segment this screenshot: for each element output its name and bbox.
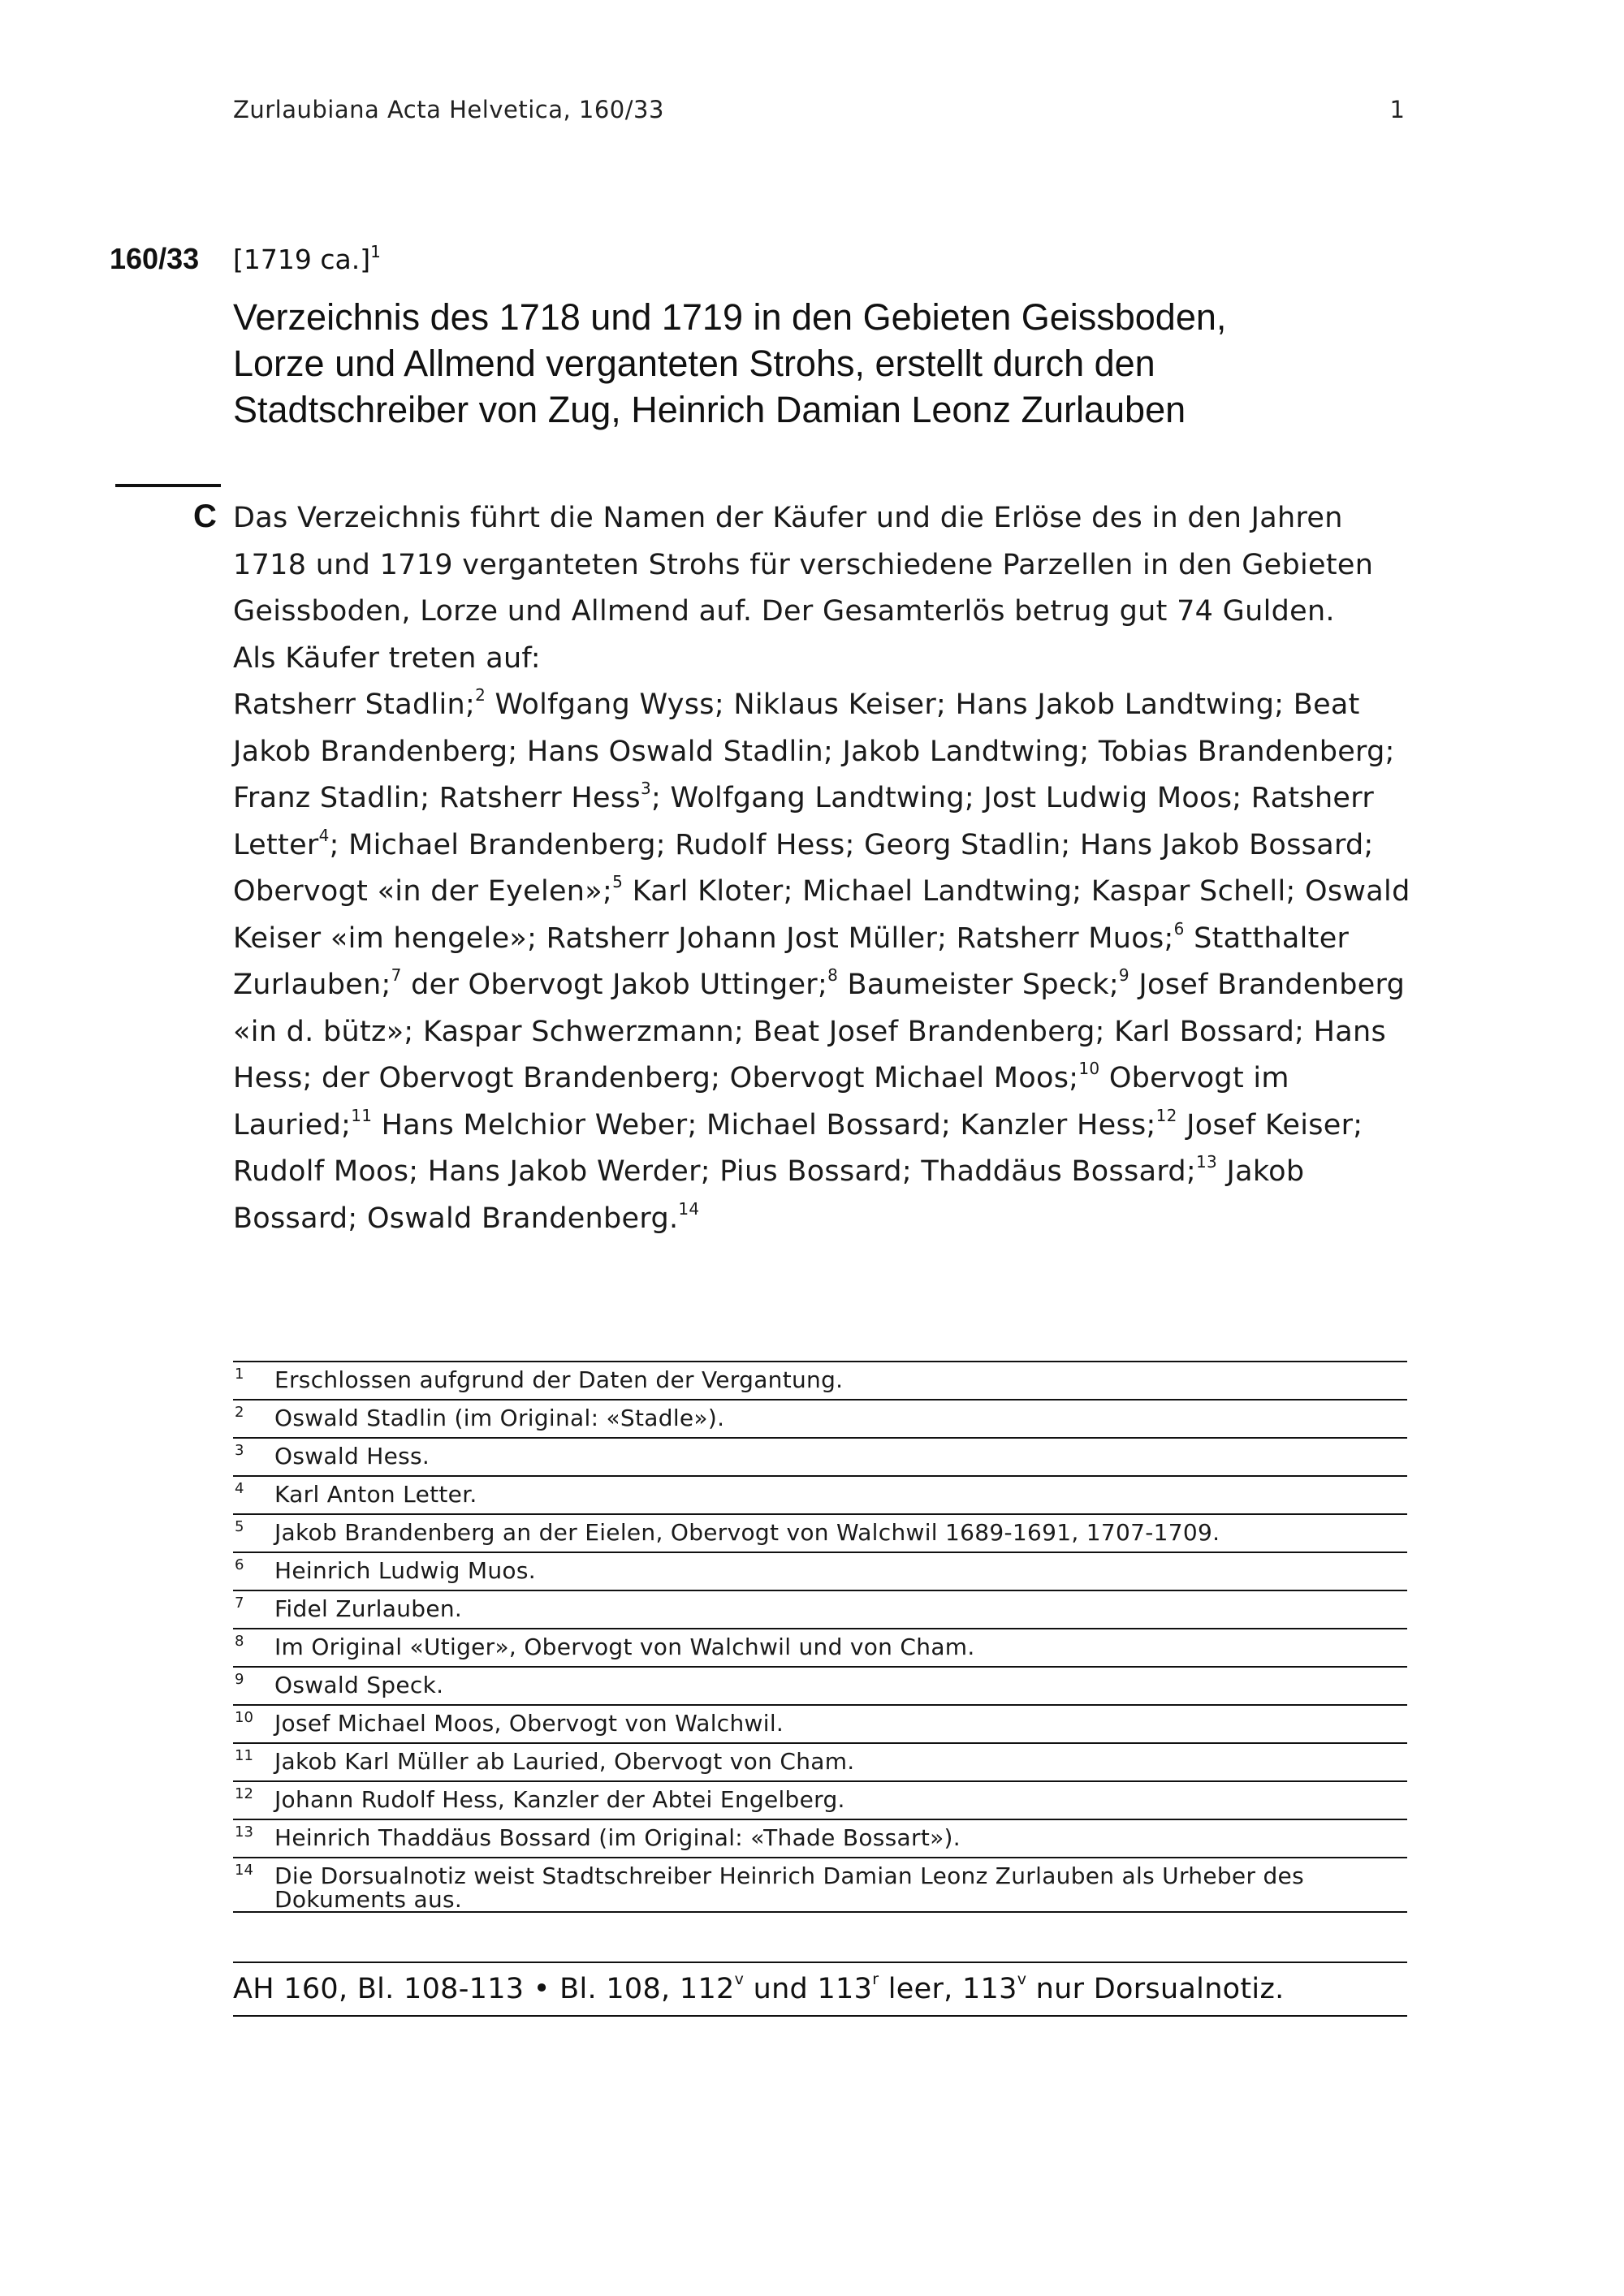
footnote-row bbox=[233, 1439, 1407, 1477]
footnote-number: 9 bbox=[235, 1671, 244, 1688]
footnote-ref[interactable]: 7 bbox=[391, 965, 402, 986]
footnote-text: Johann Rudolf Hess, Kanzler der Abtei Engelberg. bbox=[274, 1786, 845, 1813]
title-line: Lorze und Allmend verganteten Strohs, erstellt durch den bbox=[233, 343, 1155, 384]
section-rule bbox=[115, 484, 221, 487]
footnote-number: 4 bbox=[235, 1480, 244, 1497]
folio-side: v bbox=[1017, 1970, 1027, 1989]
footnote-text: Heinrich Thaddäus Bossard (im Original: «Thade Bossart»). bbox=[274, 1824, 961, 1851]
footnote-text: Oswald Hess. bbox=[274, 1443, 430, 1470]
signature-text: und 113 bbox=[744, 1973, 873, 2005]
footnote-row bbox=[233, 1477, 1407, 1515]
footnotes-table bbox=[233, 1361, 1407, 1913]
footnote-text: Erschlossen aufgrund der Daten der Vergantung. bbox=[274, 1366, 844, 1393]
footnote-row bbox=[233, 1591, 1407, 1629]
footnote-text: Josef Michael Moos, Obervogt von Walchwil. bbox=[274, 1710, 784, 1737]
document-date-text: [1719 ca.] bbox=[233, 244, 371, 275]
title-line: Verzeichnis des 1718 und 1719 in den Gebieten Geissboden, bbox=[233, 296, 1227, 338]
footnote-number: 5 bbox=[235, 1518, 244, 1535]
buyer-segment: Hans Melchior Weber; Michael Bossard; Kanzler Hess; bbox=[372, 1108, 1156, 1142]
footnote-ref[interactable]: 12 bbox=[1155, 1105, 1177, 1125]
buyer-segment: Baumeister Speck; bbox=[838, 969, 1119, 1001]
regest-marker: C bbox=[193, 498, 217, 534]
page-number: 1 bbox=[1389, 96, 1405, 123]
footnote-number: 1 bbox=[235, 1366, 244, 1383]
archive-signature bbox=[233, 1962, 1407, 2017]
footnote-text: Jakob Karl Müller ab Lauried, Obervogt von Cham. bbox=[274, 1748, 855, 1775]
footnote-number: 2 bbox=[235, 1404, 244, 1421]
footnote-text: Im Original «Utiger», Obervogt von Walchwil und von Cham. bbox=[274, 1634, 975, 1660]
footnote-row bbox=[233, 1706, 1407, 1744]
footnote-row bbox=[233, 1515, 1407, 1553]
footnote-ref[interactable]: 5 bbox=[612, 872, 624, 892]
footnote-text: Heinrich Ludwig Muos. bbox=[274, 1557, 536, 1584]
regest-text bbox=[233, 495, 1419, 1242]
buyer-segment: der Obervogt Jakob Uttinger; bbox=[401, 969, 828, 1001]
footnote-number: 13 bbox=[235, 1823, 253, 1841]
footnote-number: 10 bbox=[235, 1709, 253, 1726]
footnote-number: 6 bbox=[235, 1556, 244, 1573]
document-title bbox=[233, 294, 1386, 433]
footnote-text: Die Dorsualnotiz weist Stadtschreiber Heinrich Damian Leonz Zurlauben als Urheber des Dokuments aus. bbox=[274, 1862, 1304, 1913]
footnote-ref[interactable]: 4 bbox=[318, 825, 330, 845]
footnote-number: 8 bbox=[235, 1633, 244, 1650]
buyer-segment: Karl Kloter; Michael Landtwing; Kaspar Schell; Oswald Keiser «im hengele»; Ratsherr Johann Jost Müller; Ratsherr Muos; bbox=[233, 875, 1410, 955]
buyer-segment: Wolfgang Wyss; Niklaus Keiser; Hans Jakob Landtwing; Beat Jakob Brandenberg; Hans Oswald Stadlin; Jakob Landtwing; Tobias Brandenberg; Franz Stadlin; Ratsherr Hess bbox=[233, 688, 1395, 814]
buyer-segment: Jakob Bossard; Oswald Brandenberg. bbox=[233, 1155, 1305, 1235]
footnote-text: Oswald Speck. bbox=[274, 1672, 444, 1698]
footnote-ref[interactable]: 11 bbox=[351, 1105, 373, 1125]
footnote-number: 7 bbox=[235, 1595, 244, 1612]
folio-side: r bbox=[872, 1970, 879, 1989]
document-date bbox=[233, 244, 381, 275]
buyers-label: Als Käufer treten auf: bbox=[233, 641, 541, 675]
buyer-segment: Obervogt im Lauried; bbox=[233, 1062, 1289, 1142]
buyer-segment: Josef Keiser; Rudolf Moos; Hans Jakob Werder; Pius Bossard; Thaddäus Bossard; bbox=[233, 1108, 1363, 1188]
footnote-ref[interactable]: 8 bbox=[827, 965, 839, 986]
footnote-ref[interactable]: 9 bbox=[1118, 965, 1129, 986]
footnote-number: 14 bbox=[235, 1862, 253, 1879]
footnote-ref[interactable]: 1 bbox=[370, 242, 381, 261]
buyer-segment: ; Wolfgang Landtwing; Jost Ludwig Moos; Ratsherr Letter bbox=[233, 782, 1375, 861]
footnote-text: Jakob Brandenberg an der Eielen, Obervogt von Walchwil 1689-1691, 1707-1709. bbox=[274, 1519, 1220, 1546]
buyer-segment: Statthalter Zurlauben; bbox=[233, 921, 1350, 1001]
buyer-segment: Ratsherr Stadlin; bbox=[233, 688, 476, 721]
footnote-number: 11 bbox=[235, 1747, 253, 1764]
footnote-text: Karl Anton Letter. bbox=[274, 1481, 477, 1508]
footnote-row bbox=[233, 1782, 1407, 1820]
footnote-text: Oswald Stadlin (im Original: «Stadle»). bbox=[274, 1405, 725, 1431]
footnote-ref[interactable]: 13 bbox=[1196, 1152, 1218, 1172]
footnote-row bbox=[233, 1858, 1407, 1913]
footnote-row bbox=[233, 1553, 1407, 1591]
buyers-list bbox=[233, 682, 1419, 1242]
footnote-ref[interactable]: 2 bbox=[475, 685, 486, 706]
footnote-ref[interactable]: 3 bbox=[640, 779, 651, 799]
footnote-number: 3 bbox=[235, 1442, 244, 1459]
running-head-title: Zurlaubiana Acta Helvetica, 160/33 bbox=[233, 96, 664, 123]
regest-intro: Das Verzeichnis führt die Namen der Käufer und die Erlöse des in den Jahren 1718 und 1719 verganteten Strohs für verschiedene Parzellen in den Gebieten Geissboden, Lorze und Allmend auf. Der Gesamterlös betrug gut 74 Gulden. bbox=[233, 502, 1374, 628]
folio-side: v bbox=[734, 1970, 745, 1989]
signature-text: leer, 113 bbox=[879, 1973, 1017, 2005]
footnote-row bbox=[233, 1629, 1407, 1668]
footnote-row bbox=[233, 1668, 1407, 1706]
document-number: 160/33 bbox=[110, 242, 200, 275]
footnote-ref[interactable]: 14 bbox=[678, 1198, 700, 1219]
footnote-row bbox=[233, 1820, 1407, 1858]
signature-text: AH 160, Bl. 108-113 • Bl. 108, 112 bbox=[233, 1973, 735, 2005]
signature-text: nur Dorsualnotiz. bbox=[1026, 1973, 1285, 2005]
buyer-segment: ; Michael Brandenberg; Rudolf Hess; Georg Stadlin; Hans Jakob Bossard; Obervogt «in der Eyelen»; bbox=[233, 828, 1374, 908]
footnote-row bbox=[233, 1744, 1407, 1782]
title-line: Stadtschreiber von Zug, Heinrich Damian Leonz Zurlauben bbox=[233, 389, 1186, 430]
footnote-text: Fidel Zurlauben. bbox=[274, 1595, 463, 1622]
footnote-row bbox=[233, 1400, 1407, 1439]
footnote-number: 12 bbox=[235, 1785, 253, 1802]
footnote-row bbox=[233, 1362, 1407, 1400]
footnote-ref[interactable]: 6 bbox=[1173, 918, 1185, 939]
buyer-segment: Josef Brandenberg «in d. bütz»; Kaspar Schwerzmann; Beat Josef Brandenberg; Karl Bossard; Hans Hess; der Obervogt Brandenberg; Obervogt Michael Moos; bbox=[233, 969, 1406, 1094]
footnote-ref[interactable]: 10 bbox=[1078, 1059, 1100, 1079]
